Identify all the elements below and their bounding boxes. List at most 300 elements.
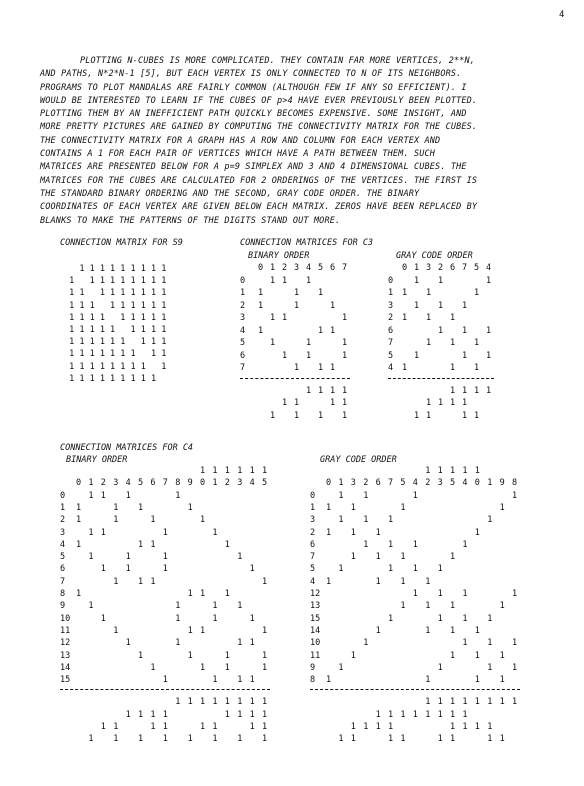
row-label: 0 <box>310 490 316 501</box>
row-label: 7 <box>240 363 246 373</box>
matrix-cell-one: 1 <box>318 325 324 336</box>
matrix-cell-one: 1 <box>462 638 468 649</box>
coordinate-digit: 1 <box>237 734 243 745</box>
paragraph-line: PROGRAMS TO PLOT MANDALAS ARE FAIRLY COMMON (ALTHOUGH FEW IF ANY SO EFFICIENT). I <box>40 82 467 93</box>
coordinate-digit: 1 <box>162 722 168 732</box>
coordinate-digit: 1 <box>474 410 480 421</box>
column-header: 0 <box>474 478 480 489</box>
matrix-cell-one: 1 <box>338 490 344 501</box>
matrix-cell-one: 1 <box>437 564 443 575</box>
coordinate-digit: 1 <box>237 697 243 708</box>
column-header: 6 <box>330 263 336 273</box>
matrix-cell-one: 1 <box>150 515 156 526</box>
column-header: 3 <box>437 478 443 489</box>
matrix-cell-one: 1 <box>426 288 432 298</box>
matrix-cell-one: 1 <box>414 350 420 361</box>
matrix-cell-one: 1 <box>450 363 456 373</box>
matrix-cell-one: 1 <box>262 625 268 636</box>
column-header: 2 <box>224 478 230 489</box>
row-label: 2 <box>310 527 316 538</box>
column-header: 1 <box>88 478 94 489</box>
column-header: 6 <box>150 478 156 489</box>
matrix-cell-one: 1 <box>326 576 332 587</box>
matrix-cell-one: 1 <box>212 527 218 538</box>
column-header: 2 <box>100 478 106 489</box>
column-header: 1 <box>487 478 493 489</box>
matrix-cell-one: 1 <box>512 589 518 599</box>
coordinate-digit: 1 <box>462 697 468 708</box>
column-header: 6 <box>375 478 381 489</box>
matrix-row: 1 1 1 1 1 1 1 1 1 <box>64 312 167 323</box>
matrix-cell-one: 1 <box>425 625 431 636</box>
matrix-cell-one: 1 <box>450 552 456 563</box>
column-header-tens: 1 <box>237 466 243 476</box>
coordinate-digit: 1 <box>499 734 505 745</box>
matrix-cell-one: 1 <box>326 527 332 538</box>
matrix-cell-one: 1 <box>318 363 324 373</box>
matrix-cell-one: 1 <box>330 363 336 373</box>
matrix-cell-one: 1 <box>342 338 348 348</box>
matrix-cell-one: 1 <box>402 313 408 323</box>
column-header: 2 <box>363 478 369 489</box>
matrix-cell-one: 1 <box>330 325 336 336</box>
coordinate-digit: 1 <box>237 709 243 720</box>
matrix-cell-one: 1 <box>400 601 406 612</box>
column-header: 0 <box>326 478 332 489</box>
matrix-cell-one: 1 <box>200 625 206 636</box>
coordinate-digit: 1 <box>450 697 456 708</box>
matrix-cell-one: 1 <box>162 564 168 575</box>
coordinate-digit: 1 <box>425 709 431 720</box>
coordinate-digit: 1 <box>294 398 300 408</box>
coordinate-digit: 1 <box>487 722 493 732</box>
column-header: 7 <box>462 263 468 273</box>
row-label: 7 <box>60 576 66 587</box>
column-header: 1 <box>212 478 218 489</box>
matrix-cell-one: 1 <box>258 288 264 298</box>
row-label: 8 <box>60 589 66 599</box>
coordinate-digit: 1 <box>438 398 444 408</box>
paragraph-line: AND PATHS, N*2*N-1 [5], BUT EACH VERTEX IS ONLY CONNECTED TO N OF ITS NEIGHBORS. <box>40 69 462 80</box>
coordinate-digit: 1 <box>462 398 468 408</box>
column-header: 5 <box>318 263 324 273</box>
coordinate-digit: 1 <box>187 734 193 745</box>
matrix-cell-one: 1 <box>175 638 181 649</box>
coordinate-digit: 1 <box>388 734 394 745</box>
column-header: 7 <box>388 478 394 489</box>
column-header-tens: 1 <box>212 466 218 476</box>
matrix-cell-one: 1 <box>282 350 288 361</box>
column-header-tens: 1 <box>450 466 456 476</box>
matrix-divider <box>60 689 270 690</box>
row-label: 3 <box>388 300 394 311</box>
matrix-cell-one: 1 <box>414 275 420 286</box>
coordinate-digit: 1 <box>388 722 394 732</box>
matrix-cell-one: 1 <box>462 325 468 336</box>
matrix-cell-one: 1 <box>125 552 131 563</box>
paragraph-line: MORE PRETTY PICTURES ARE GAINED BY COMPUTING THE CONNECTIVITY MATRIX FOR THE CUBES. <box>40 122 478 133</box>
matrix-cell-one: 1 <box>270 338 276 348</box>
column-header-tens: 1 <box>462 466 468 476</box>
matrix-cell-one: 1 <box>426 338 432 348</box>
coordinate-digit: 1 <box>426 398 432 408</box>
coordinate-digit: 1 <box>212 697 218 708</box>
row-label: 3 <box>60 527 66 538</box>
paragraph-line: CONTAINS A 1 FOR EACH PAIR OF VERTICES WHICH HAVE A PATH BETWEEN THEM. SUCH <box>40 149 436 160</box>
coordinate-digit: 1 <box>375 709 381 720</box>
column-header: 2 <box>425 478 431 489</box>
row-label: 1 <box>388 288 394 298</box>
s9-title: CONNECTION MATRIX FOR S9 <box>60 238 183 248</box>
coordinate-digit: 1 <box>138 709 144 720</box>
row-label: 8 <box>310 675 316 686</box>
coordinate-digit: 1 <box>450 709 456 720</box>
coordinate-digit: 1 <box>212 722 218 732</box>
matrix-cell-one: 1 <box>187 650 193 661</box>
matrix-cell-one: 1 <box>318 288 324 298</box>
matrix-cell-one: 1 <box>113 515 119 526</box>
matrix-cell-one: 1 <box>474 650 480 661</box>
paragraph-line: THE STANDARD BINARY ORDERING AND THE SECOND, GRAY CODE ORDER. THE BINARY <box>40 188 420 199</box>
row-label: 12 <box>60 638 71 649</box>
row-label: 7 <box>388 338 394 348</box>
matrix-cell-one: 1 <box>237 601 243 612</box>
matrix-cell-one: 1 <box>249 675 255 686</box>
coordinate-digit: 1 <box>330 398 336 408</box>
matrix-cell-one: 1 <box>474 625 480 636</box>
row-label: 13 <box>310 601 321 612</box>
matrix-divider <box>240 378 350 379</box>
matrix-cell-one: 1 <box>249 613 255 624</box>
matrix-cell-one: 1 <box>262 662 268 673</box>
matrix-cell-one: 1 <box>330 300 336 311</box>
row-label: 10 <box>60 613 71 624</box>
column-header-tens: 1 <box>262 466 268 476</box>
matrix-cell-one: 1 <box>375 576 381 587</box>
c4-gray-label: GRAY CODE ORDER <box>320 455 397 465</box>
matrix-cell-one: 1 <box>388 539 394 550</box>
row-label: 3 <box>310 515 316 526</box>
row-label: 14 <box>310 625 321 636</box>
column-header: 3 <box>113 478 119 489</box>
matrix-cell-one: 1 <box>294 288 300 298</box>
coordinate-digit: 1 <box>338 734 344 745</box>
matrix-cell-one: 1 <box>499 650 505 661</box>
matrix-cell-one: 1 <box>138 502 144 513</box>
matrix-cell-one: 1 <box>187 589 193 599</box>
matrix-cell-one: 1 <box>282 275 288 286</box>
row-label: 9 <box>310 662 316 673</box>
matrix-cell-one: 1 <box>212 675 218 686</box>
coordinate-digit: 1 <box>249 697 255 708</box>
coordinate-digit: 1 <box>342 410 348 421</box>
matrix-cell-one: 1 <box>486 325 492 336</box>
matrix-cell-one: 1 <box>412 490 418 501</box>
paragraph-line: MATRICES ARE PRESENTED BELOW FOR A p=9 SIMPLEX AND 3 AND 4 DIMENSIONAL CUBES. THE <box>40 162 467 173</box>
coordinate-digit: 1 <box>342 385 348 396</box>
column-header: 7 <box>342 263 348 273</box>
matrix-cell-one: 1 <box>249 638 255 649</box>
coordinate-digit: 1 <box>450 722 456 732</box>
coordinate-digit: 1 <box>88 734 94 745</box>
c3-title: CONNECTION MATRICES FOR C3 <box>240 238 374 248</box>
matrix-cell-one: 1 <box>425 576 431 587</box>
column-header-tens: 1 <box>200 466 206 476</box>
coordinate-digit: 1 <box>400 709 406 720</box>
coordinate-digit: 1 <box>450 398 456 408</box>
coordinate-digit: 1 <box>249 722 255 732</box>
row-label: 14 <box>60 662 71 673</box>
row-label: 11 <box>310 650 321 661</box>
coordinate-digit: 1 <box>162 734 168 745</box>
matrix-cell-one: 1 <box>150 576 156 587</box>
row-label: 0 <box>60 490 66 501</box>
row-label: 6 <box>240 350 246 361</box>
row-label: 13 <box>60 650 71 661</box>
matrix-cell-one: 1 <box>237 638 243 649</box>
coordinate-digit: 1 <box>462 410 468 421</box>
row-label: 5 <box>310 564 316 575</box>
matrix-cell-one: 1 <box>412 539 418 550</box>
matrix-cell-one: 1 <box>462 539 468 550</box>
matrix-cell-one: 1 <box>499 502 505 513</box>
matrix-cell-one: 1 <box>338 662 344 673</box>
matrix-cell-one: 1 <box>294 363 300 373</box>
row-label: 10 <box>310 638 321 649</box>
column-header: 1 <box>414 263 420 273</box>
matrix-cell-one: 1 <box>270 275 276 286</box>
row-label: 5 <box>388 350 394 361</box>
row-label: 4 <box>388 363 394 373</box>
matrix-cell-one: 1 <box>474 363 480 373</box>
column-header: 5 <box>450 478 456 489</box>
coordinate-digit: 1 <box>138 734 144 745</box>
matrix-cell-one: 1 <box>486 275 492 286</box>
matrix-cell-one: 1 <box>282 313 288 323</box>
matrix-row: 1 1 1 1 1 1 1 1 1 <box>64 349 167 360</box>
coordinate-digit: 1 <box>350 722 356 732</box>
s9-matrix <box>64 264 214 394</box>
column-header: 5 <box>400 478 406 489</box>
matrix-cell-one: 1 <box>200 662 206 673</box>
matrix-cell-one: 1 <box>224 662 230 673</box>
matrix-cell-one: 1 <box>212 613 218 624</box>
matrix-cell-one: 1 <box>375 552 381 563</box>
coordinate-digit: 1 <box>437 734 443 745</box>
coordinate-digit: 1 <box>318 410 324 421</box>
coordinate-digit: 1 <box>412 709 418 720</box>
column-header: 0 <box>76 478 82 489</box>
matrix-cell-one: 1 <box>438 275 444 286</box>
column-header: 8 <box>512 478 518 489</box>
coordinate-digit: 1 <box>150 709 156 720</box>
matrix-cell-one: 1 <box>306 275 312 286</box>
row-label: 6 <box>60 564 66 575</box>
matrix-cell-one: 1 <box>402 363 408 373</box>
column-header: 0 <box>402 263 408 273</box>
coordinate-digit: 1 <box>350 734 356 745</box>
matrix-cell-one: 1 <box>306 338 312 348</box>
matrix-cell-one: 1 <box>512 490 518 501</box>
coordinate-digit: 1 <box>262 722 268 732</box>
matrix-cell-one: 1 <box>402 288 408 298</box>
matrix-cell-one: 1 <box>388 613 394 624</box>
row-label: 12 <box>310 589 321 599</box>
row-label: 4 <box>310 576 316 587</box>
matrix-cell-one: 1 <box>487 662 493 673</box>
coordinate-digit: 1 <box>262 697 268 708</box>
matrix-cell-one: 1 <box>342 350 348 361</box>
coordinate-digit: 1 <box>474 697 480 708</box>
coordinate-digit: 1 <box>462 722 468 732</box>
matrix-cell-one: 1 <box>162 675 168 686</box>
matrix-cell-one: 1 <box>262 650 268 661</box>
matrix-cell-one: 1 <box>125 638 131 649</box>
column-header: 3 <box>426 263 432 273</box>
matrix-cell-one: 1 <box>175 613 181 624</box>
coordinate-digit: 1 <box>437 709 443 720</box>
matrix-row: 1 1 1 1 1 1 1 1 1 <box>64 288 167 299</box>
matrix-cell-one: 1 <box>200 515 206 526</box>
coordinate-digit: 1 <box>224 697 230 708</box>
coordinate-digit: 1 <box>330 385 336 396</box>
matrix-cell-one: 1 <box>350 502 356 513</box>
coordinate-digit: 1 <box>388 709 394 720</box>
page-number: 4 <box>559 10 565 20</box>
c4-title: CONNECTION MATRICES FOR C4 <box>60 443 194 453</box>
matrix-cell-one: 1 <box>474 527 480 538</box>
matrix-cell-one: 1 <box>237 552 243 563</box>
coordinate-digit: 1 <box>375 722 381 732</box>
coordinate-digit: 1 <box>426 410 432 421</box>
column-header: 7 <box>162 478 168 489</box>
paragraph-line: MATRICES FOR THE CUBES ARE CALCULATED FOR 2 ORDERINGS OF THE VERTICES. THE FIRST IS <box>40 175 478 186</box>
matrix-cell-one: 1 <box>462 300 468 311</box>
matrix-cell-one: 1 <box>138 576 144 587</box>
matrix-cell-one: 1 <box>350 552 356 563</box>
matrix-cell-one: 1 <box>400 552 406 563</box>
row-label: 15 <box>60 675 71 686</box>
coordinate-digit: 1 <box>499 697 505 708</box>
row-label: 2 <box>60 515 66 526</box>
column-header: 0 <box>258 263 264 273</box>
matrix-cell-one: 1 <box>388 515 394 526</box>
matrix-cell-one: 1 <box>76 539 82 550</box>
matrix-cell-one: 1 <box>88 527 94 538</box>
row-label: 15 <box>310 613 321 624</box>
matrix-cell-one: 1 <box>512 638 518 649</box>
matrix-row: 1 1 1 1 1 1 1 1 1 <box>64 264 167 274</box>
coordinate-digit: 1 <box>162 709 168 720</box>
matrix-cell-one: 1 <box>474 338 480 348</box>
matrix-cell-one: 1 <box>150 662 156 673</box>
matrix-cell-one: 1 <box>426 313 432 323</box>
matrix-row: 1 1 1 1 1 1 1 1 1 <box>64 325 167 335</box>
column-header: 5 <box>474 263 480 273</box>
coordinate-digit: 1 <box>212 734 218 745</box>
coordinate-digit: 1 <box>100 722 106 732</box>
row-label: 5 <box>60 552 66 563</box>
row-label: 3 <box>240 313 246 323</box>
paragraph-line: BLANKS TO MAKE THE PATTERNS OF THE DIGITS STAND OUT MORE. <box>40 215 341 226</box>
column-header: 4 <box>486 263 492 273</box>
matrix-cell-one: 1 <box>306 350 312 361</box>
column-header: 4 <box>249 478 255 489</box>
matrix-row: 1 1 1 1 1 1 1 1 1 <box>64 276 167 287</box>
paragraph-line: THE CONNECTIVITY MATRIX FOR A GRAPH HAS A ROW AND COLUMN FOR EACH VERTEX AND <box>40 135 441 146</box>
matrix-cell-one: 1 <box>175 490 181 501</box>
coordinate-digit: 1 <box>437 697 443 708</box>
matrix-cell-one: 1 <box>162 552 168 563</box>
matrix-cell-one: 1 <box>237 675 243 686</box>
coordinate-digit: 1 <box>462 709 468 720</box>
matrix-cell-one: 1 <box>388 564 394 575</box>
coordinate-digit: 1 <box>487 697 493 708</box>
matrix-cell-one: 1 <box>450 625 456 636</box>
paragraph-line: PLOTTING N-CUBES IS MORE COMPLICATED. THEY CONTAIN FAR MORE VERTICES, 2**N, <box>80 56 476 66</box>
matrix-cell-one: 1 <box>88 490 94 501</box>
coordinate-digit: 1 <box>200 697 206 708</box>
coordinate-digit: 1 <box>474 722 480 732</box>
paragraph-line: WOULD BE INTERESTED TO LEARN IF THE CUBES OF p>4 HAVE EVER PREVIOUSLY BEEN PLOTTED. <box>40 95 478 106</box>
matrix-cell-one: 1 <box>425 675 431 686</box>
matrix-cell-one: 1 <box>350 650 356 661</box>
column-header: 5 <box>262 478 268 489</box>
column-header: 6 <box>450 263 456 273</box>
coordinate-digit: 1 <box>294 410 300 421</box>
c4-gray-matrix <box>310 466 550 766</box>
coordinate-digit: 1 <box>400 734 406 745</box>
coordinate-digit: 1 <box>512 697 518 708</box>
column-header: 1 <box>338 478 344 489</box>
matrix-cell-one: 1 <box>450 338 456 348</box>
coordinate-digit: 1 <box>262 734 268 745</box>
matrix-cell-one: 1 <box>100 527 106 538</box>
matrix-cell-one: 1 <box>462 589 468 599</box>
matrix-cell-one: 1 <box>262 576 268 587</box>
matrix-cell-one: 1 <box>187 502 193 513</box>
matrix-cell-one: 1 <box>474 675 480 686</box>
matrix-row: 1 1 1 1 1 1 1 1 1 <box>64 337 167 348</box>
matrix-cell-one: 1 <box>249 564 255 575</box>
matrix-cell-one: 1 <box>88 552 94 563</box>
matrix-divider <box>388 378 494 379</box>
column-header: 3 <box>350 478 356 489</box>
row-label: 7 <box>310 552 316 563</box>
matrix-cell-one: 1 <box>125 490 131 501</box>
coordinate-digit: 1 <box>249 709 255 720</box>
matrix-cell-one: 1 <box>150 539 156 550</box>
row-label: 4 <box>60 539 66 550</box>
matrix-cell-one: 1 <box>412 564 418 575</box>
row-label: 2 <box>388 313 394 323</box>
column-header: 3 <box>294 263 300 273</box>
matrix-cell-one: 1 <box>438 325 444 336</box>
coordinate-digit: 1 <box>450 385 456 396</box>
matrix-cell-one: 1 <box>338 564 344 575</box>
row-label: 1 <box>60 502 66 513</box>
coordinate-digit: 1 <box>425 697 431 708</box>
row-label: 11 <box>60 625 71 636</box>
matrix-cell-one: 1 <box>224 539 230 550</box>
column-header-tens: 1 <box>425 466 431 476</box>
matrix-cell-one: 1 <box>412 589 418 599</box>
matrix-cell-one: 1 <box>400 576 406 587</box>
matrix-cell-one: 1 <box>450 650 456 661</box>
c4-binary-matrix <box>60 466 300 766</box>
matrix-cell-one: 1 <box>437 613 443 624</box>
matrix-cell-one: 1 <box>363 638 369 649</box>
